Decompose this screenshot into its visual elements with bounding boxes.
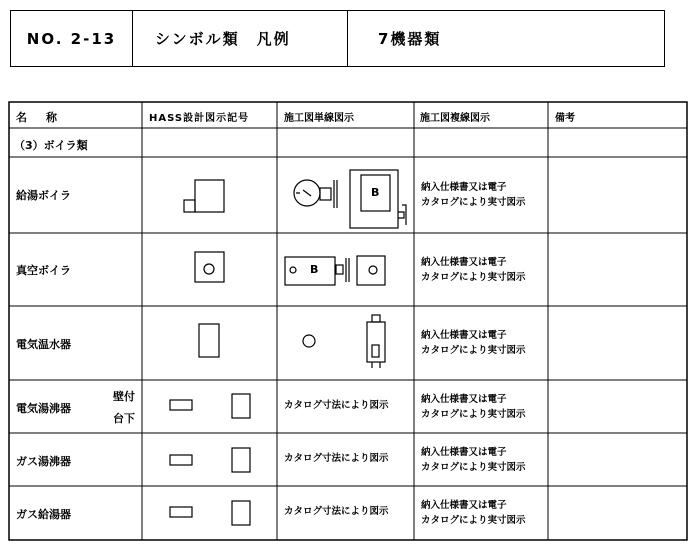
single-line-vacuum-boiler <box>285 256 385 285</box>
double-line-note: 納入仕様書又は電子 カタログにより実寸図示 <box>421 257 526 283</box>
mount-type-wall: 壁付 <box>113 390 135 403</box>
hass-symbol-gas-hot-water-supplier <box>170 501 250 525</box>
single-line-electric-water-heater <box>303 315 385 368</box>
column-header-single-line: 施工図単線図示 <box>284 113 354 124</box>
column-header-remarks: 備考 <box>555 113 575 124</box>
single-line-note: カタログ寸法により図示 <box>284 400 389 411</box>
row-name: 真空ボイラ <box>16 264 71 277</box>
section-label: （3）ボイラ類 <box>14 139 88 152</box>
double-line-note: 納入仕様書又は電子 カタログにより実寸図示 <box>421 500 526 526</box>
table-border <box>9 102 687 540</box>
hass-symbol-electric-kettle <box>170 394 250 418</box>
boiler-label: B <box>310 263 319 276</box>
boiler-label: B <box>371 186 380 199</box>
double-line-note: 納入仕様書又は電子 カタログにより実寸図示 <box>421 447 526 473</box>
document-number: NO. 2-13 <box>11 11 133 66</box>
row-name: ガス湯沸器 <box>16 455 71 468</box>
double-line-note: 納入仕様書又は電子 カタログにより実寸図示 <box>421 330 526 356</box>
double-line-note: 納入仕様書又は電子 カタログにより実寸図示 <box>421 394 526 420</box>
single-line-note: カタログ寸法により図示 <box>284 506 389 517</box>
single-line-hot-water-boiler <box>294 170 406 228</box>
row-name: 給湯ボイラ <box>16 189 71 202</box>
row-name: 電気湯沸器 <box>16 402 71 415</box>
row-name: 電気温水器 <box>16 338 71 351</box>
mount-type-under-counter: 台下 <box>113 412 135 425</box>
hass-symbol-hot-water-boiler <box>184 180 224 212</box>
document-title: シンボル類 凡例 <box>133 11 348 66</box>
document-category: 7機器類 <box>378 30 442 48</box>
single-line-note: カタログ寸法により図示 <box>284 453 389 464</box>
double-line-note: 納入仕様書又は電子 カタログにより実寸図示 <box>421 182 526 208</box>
column-header-double-line: 施工図複線図示 <box>420 113 490 124</box>
hass-symbol-vacuum-boiler <box>195 252 224 282</box>
row-name: ガス給湯器 <box>16 508 71 521</box>
column-header-name: 名 称 <box>16 111 61 124</box>
column-header-hass: HASS設計図示記号 <box>149 113 250 124</box>
hass-symbol-gas-water-heater <box>170 448 250 472</box>
hass-symbol-electric-water-heater <box>199 324 219 357</box>
